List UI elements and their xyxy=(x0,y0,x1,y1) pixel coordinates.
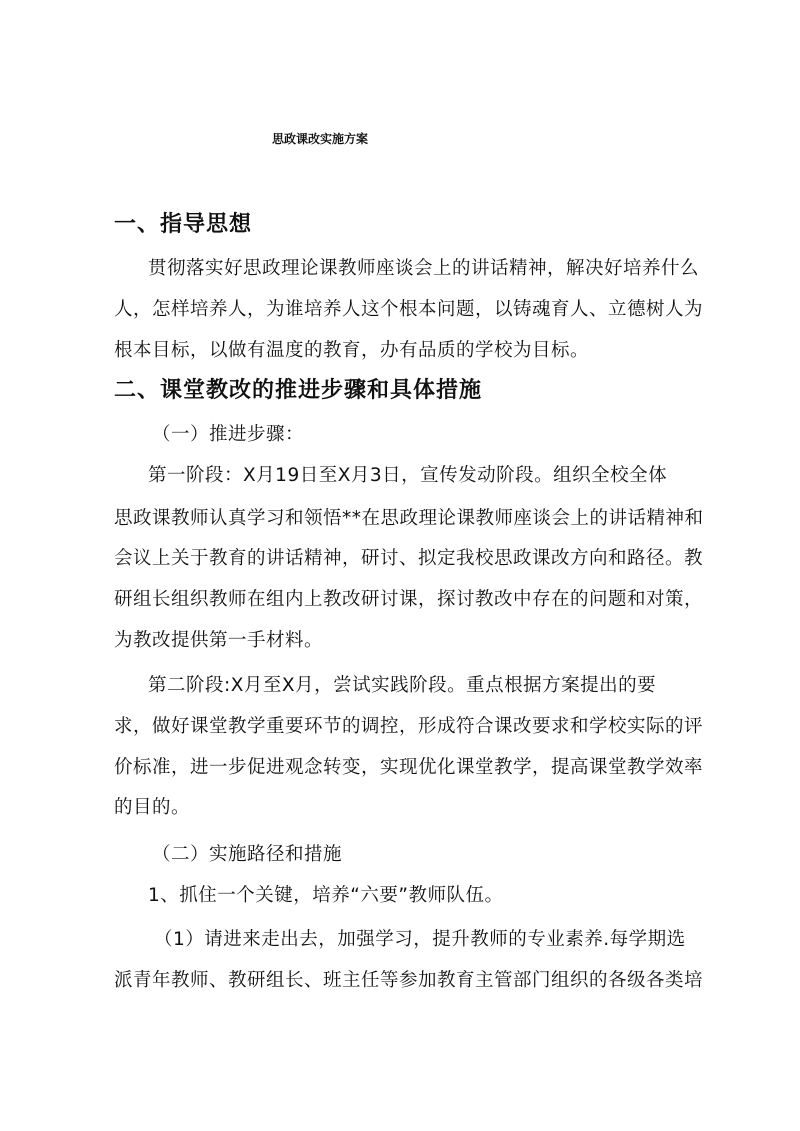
paragraph-line: 研组长组织教师在组内上教改研讨课，探讨教改中存在的问题和对策， xyxy=(114,589,704,610)
paragraph-line: 为教改提供第一手材料。 xyxy=(114,630,324,651)
paragraph-line: 派青年教师、教研组长、班主任等参加教育主管部门组织的各级各类培 xyxy=(114,970,704,991)
paragraph-line: 思政课教师认真学习和领悟**在思政理论课教师座谈会上的讲话精神和 xyxy=(114,508,704,529)
subheading-implementation-paths: （二）实施路径和措施 xyxy=(152,844,343,865)
paragraph-line: 第一阶段：X月19日至X月3日，宣传发动阶段。组织全校全体 xyxy=(148,465,668,486)
paragraph-line: 价标准，进一步促进观念转变，实现优化课堂教学，提高课堂教学效率 xyxy=(114,757,704,778)
paragraph-line: 的目的。 xyxy=(114,797,191,818)
section-heading-reform-steps: 二、课堂教改的推进步骤和具体措施 xyxy=(114,378,483,403)
paragraph-line: 会议上关于教育的讲话精神，研讨、拟定我校思政课改方向和路径。教 xyxy=(114,548,704,569)
subheading-advance-steps: （一）推进步骤： xyxy=(152,424,305,445)
paragraph-line: 第二阶段:X月至X月，尝试实践阶段。重点根据方案提出的要 xyxy=(148,675,657,696)
section-heading-guiding-ideology: 一、指导思想 xyxy=(114,212,253,237)
paragraph-line: 人，怎样培养人，为谁培养人这个根本问题，以铸魂育人、立德树人为 xyxy=(114,299,704,320)
paragraph-line: （1）请进来走出去，加强学习，提升教师的专业素养.每学期选 xyxy=(154,929,686,950)
document-title: 思政课改实施方案 xyxy=(272,132,369,146)
paragraph-line: 根本目标，以做有温度的教育，办有品质的学校为目标。 xyxy=(114,340,590,361)
paragraph-line: 贯彻落实好思政理论课教师座谈会上的讲话精神，解决好培养什么 xyxy=(148,258,700,279)
paragraph-line: 求，做好课堂教学重要环节的调控，形成符合课改要求和学校实际的评 xyxy=(114,716,704,737)
list-item: 1、抓住一个关键，培养“六要”教师队伍。 xyxy=(148,885,504,906)
